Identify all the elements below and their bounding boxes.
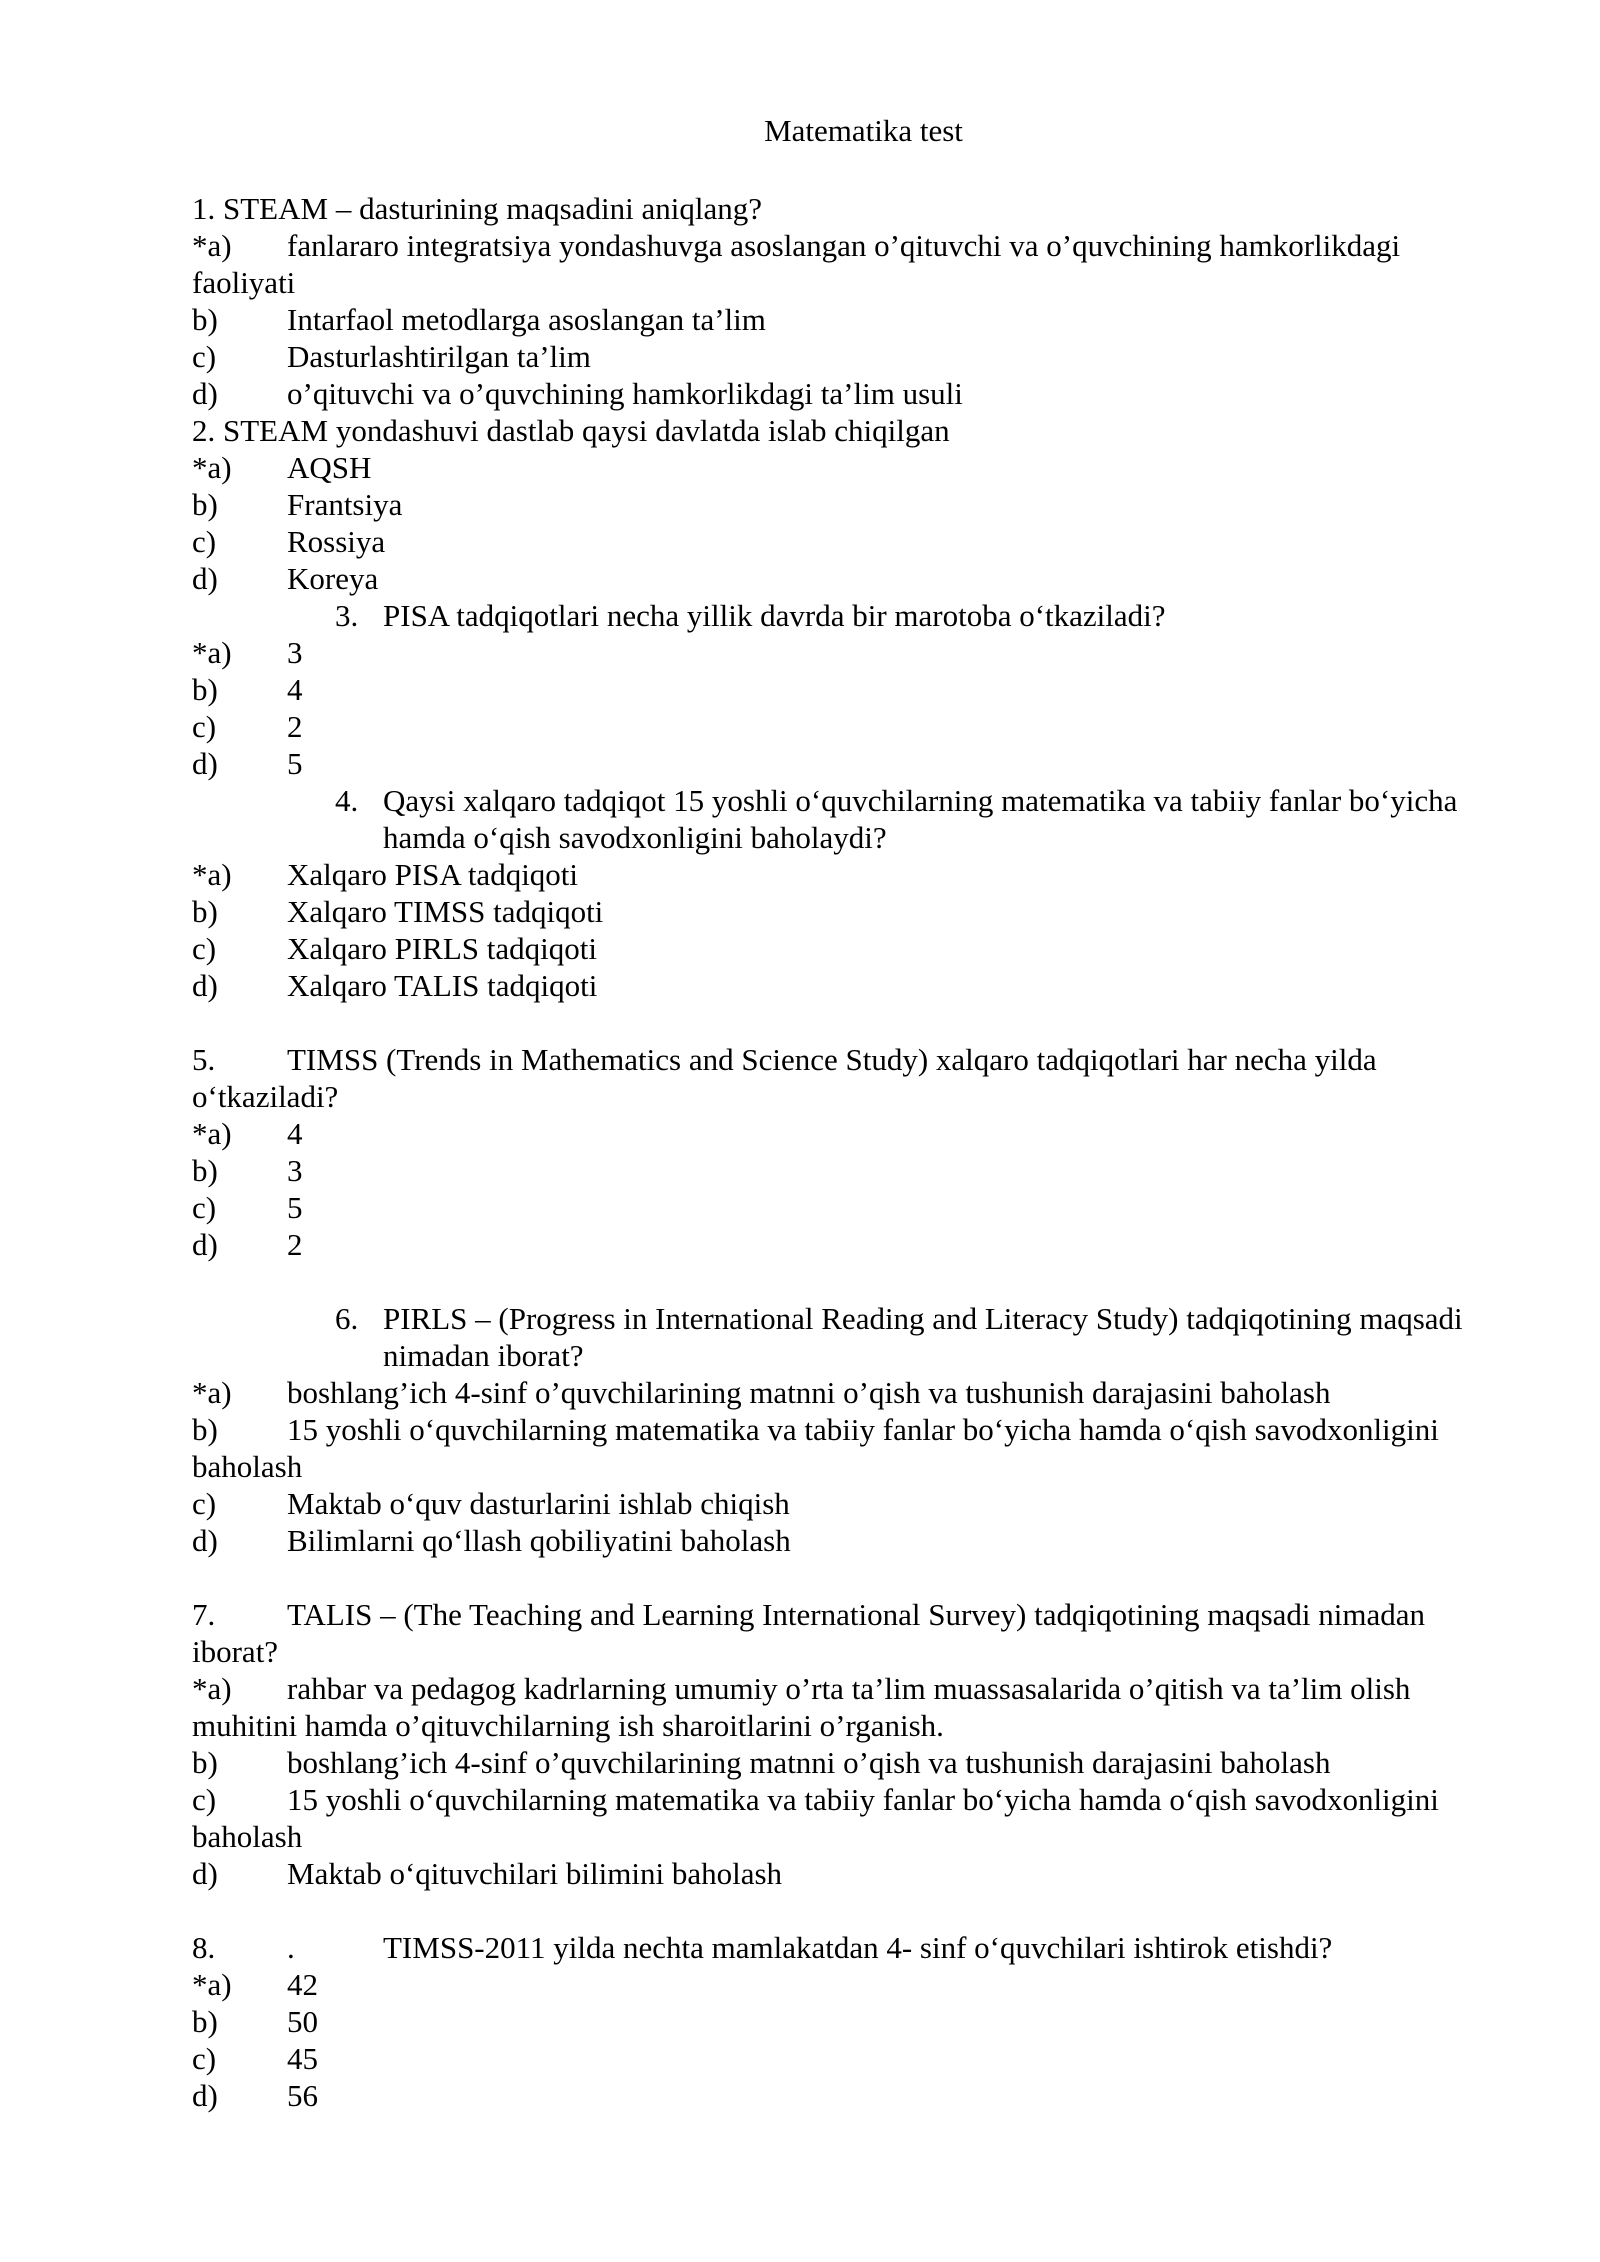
q5-option-a-label: *a): [192, 1116, 232, 1151]
q5-option-c-label: c): [192, 1190, 217, 1225]
q6-option-b-text-continued: baholash: [192, 1449, 303, 1484]
q4-option-b-label: b): [192, 894, 218, 929]
q5-option-b-label: b): [192, 1153, 218, 1188]
q3-option-a-text: 3: [287, 635, 303, 670]
q6-option-b-label: b): [192, 1412, 218, 1447]
q4-option-d-text: Xalqaro TALIS tadqiqoti: [287, 968, 598, 1003]
q2-option-b-label: b): [192, 487, 218, 522]
question-8-number: 8.: [192, 1930, 216, 1965]
question-1: 1. STEAM – dasturining maqsadini aniqlang?: [192, 191, 762, 226]
question-6-line-2: nimadan iborat?: [383, 1338, 584, 1373]
q7-option-c-text-continued: baholash: [192, 1819, 303, 1854]
q3-option-c-text: 2: [287, 709, 303, 744]
q8-option-b-label: b): [192, 2004, 218, 2039]
q6-option-a-text: boshlang’ich 4-sinf o’quvchilarining matnni o’qish va tushunish darajasini baholash: [287, 1375, 1331, 1410]
q7-option-b-label: b): [192, 1745, 218, 1780]
question-8-dot: .: [287, 1930, 295, 1965]
q1-option-c-label: c): [192, 339, 217, 374]
question-6-number: 6.: [335, 1301, 359, 1336]
q8-option-b-text: 50: [287, 2004, 318, 2039]
q2-option-a-label: *a): [192, 450, 232, 485]
q3-option-a-label: *a): [192, 635, 232, 670]
q7-option-b-text: boshlang’ich 4-sinf o’quvchilarining matnni o’qish va tushunish darajasini baholash: [287, 1745, 1331, 1780]
question-8: TIMSS-2011 yilda nechta mamlakatdan 4- sinf o‘quvchilari ishtirok etishdi?: [383, 1930, 1333, 1965]
q1-option-c-text: Dasturlashtirilgan ta’lim: [287, 339, 591, 374]
q4-option-a-label: *a): [192, 857, 232, 892]
q7-option-a-text-continued: muhitini hamda o’qituvchilarning ish sharoitlarini o’rganish.: [192, 1708, 944, 1743]
q7-option-a-label: *a): [192, 1671, 232, 1706]
q2-option-c-text: Rossiya: [287, 524, 386, 559]
question-5-line-1: TIMSS (Trends in Mathematics and Science Study) xalqaro tadqiqotlari har necha yilda: [287, 1042, 1377, 1077]
q6-option-d-text: Bilimlarni qo‘llash qobiliyatini baholash: [287, 1523, 791, 1558]
q8-option-c-label: c): [192, 2041, 217, 2076]
q2-option-b-text: Frantsiya: [287, 487, 403, 522]
question-4-number: 4.: [335, 783, 359, 818]
q3-option-b-text: 4: [287, 672, 303, 707]
q5-option-d-text: 2: [287, 1227, 303, 1262]
q1-option-d-label: d): [192, 376, 218, 411]
q3-option-b-label: b): [192, 672, 218, 707]
question-4-line-2: hamda o‘qish savodxonligini baholaydi?: [383, 820, 887, 855]
question-5-line-2: o‘tkaziladi?: [192, 1079, 339, 1114]
question-6-line-1: PIRLS – (Progress in International Reading and Literacy Study) tadqiqotining maqsadi: [383, 1301, 1463, 1336]
question-3: PISA tadqiqotlari necha yillik davrda bir marotoba o‘tkaziladi?: [383, 598, 1166, 633]
q7-option-a-text: rahbar va pedagog kadrlarning umumiy o’rta ta’lim muassasalarida o’qitish va ta’lim olish: [287, 1671, 1411, 1706]
q1-option-a-label: *a): [192, 228, 232, 263]
q3-option-d-label: d): [192, 746, 218, 781]
q5-option-b-text: 3: [287, 1153, 303, 1188]
q8-option-d-text: 56: [287, 2078, 318, 2113]
question-4-line-1: Qaysi xalqaro tadqiqot 15 yoshli o‘quvchilarning matematika va tabiiy fanlar bo‘yicha: [383, 783, 1458, 818]
question-7-line-1: TALIS – (The Teaching and Learning International Survey) tadqiqotining maqsadi nimadan: [287, 1597, 1426, 1632]
q6-option-a-label: *a): [192, 1375, 232, 1410]
q6-option-d-label: d): [192, 1523, 218, 1558]
q2-option-d-text: Koreya: [287, 561, 379, 596]
page-title: Matematika test: [764, 113, 963, 148]
q4-option-c-label: c): [192, 931, 217, 966]
q7-option-d-label: d): [192, 1856, 218, 1891]
q1-option-b-label: b): [192, 302, 218, 337]
q7-option-c-text: 15 yoshli o‘quvchilarning matematika va tabiiy fanlar bo‘yicha hamda o‘qish savodxonligini: [287, 1782, 1439, 1817]
question-3-number: 3.: [335, 598, 359, 633]
q8-option-d-label: d): [192, 2078, 218, 2113]
q6-option-c-label: c): [192, 1486, 217, 1521]
question-7-number: 7.: [192, 1597, 216, 1632]
q8-option-c-text: 45: [287, 2041, 318, 2076]
q6-option-c-text: Maktab o‘quv dasturlarini ishlab chiqish: [287, 1486, 790, 1521]
q6-option-b-text: 15 yoshli o‘quvchilarning matematika va tabiiy fanlar bo‘yicha hamda o‘qish savodxonligini: [287, 1412, 1439, 1447]
q1-option-a-text-continued: faoliyati: [192, 265, 296, 300]
q4-option-b-text: Xalqaro TIMSS tadqiqoti: [287, 894, 604, 929]
q5-option-d-label: d): [192, 1227, 218, 1262]
q3-option-c-label: c): [192, 709, 217, 744]
q8-option-a-label: *a): [192, 1967, 232, 2002]
q2-option-a-text: AQSH: [287, 450, 372, 485]
question-2: 2. STEAM yondashuvi dastlab qaysi davlatda islab chiqilgan: [192, 413, 950, 448]
q2-option-c-label: c): [192, 524, 217, 559]
q2-option-d-label: d): [192, 561, 218, 596]
q4-option-d-label: d): [192, 968, 218, 1003]
q4-option-c-text: Xalqaro PIRLS tadqiqoti: [287, 931, 597, 966]
q1-option-b-text: Intarfaol metodlarga asoslangan ta’lim: [287, 302, 766, 337]
q3-option-d-text: 5: [287, 746, 303, 781]
q5-option-c-text: 5: [287, 1190, 303, 1225]
q1-option-d-text: o’qituvchi va o’quvchining hamkorlikdagi ta’lim usuli: [287, 376, 963, 411]
q1-option-a-text: fanlararo integratsiya yondashuvga asoslangan o’qituvchi va o’quvchining hamkorlikdagi: [287, 228, 1401, 263]
q5-option-a-text: 4: [287, 1116, 303, 1151]
q7-option-d-text: Maktab o‘qituvchilari bilimini baholash: [287, 1856, 783, 1891]
question-7-line-2: iborat?: [192, 1634, 279, 1669]
q4-option-a-text: Xalqaro PISA tadqiqoti: [287, 857, 579, 892]
q7-option-c-label: c): [192, 1782, 217, 1817]
question-5-number: 5.: [192, 1042, 216, 1077]
q8-option-a-text: 42: [287, 1967, 318, 2002]
